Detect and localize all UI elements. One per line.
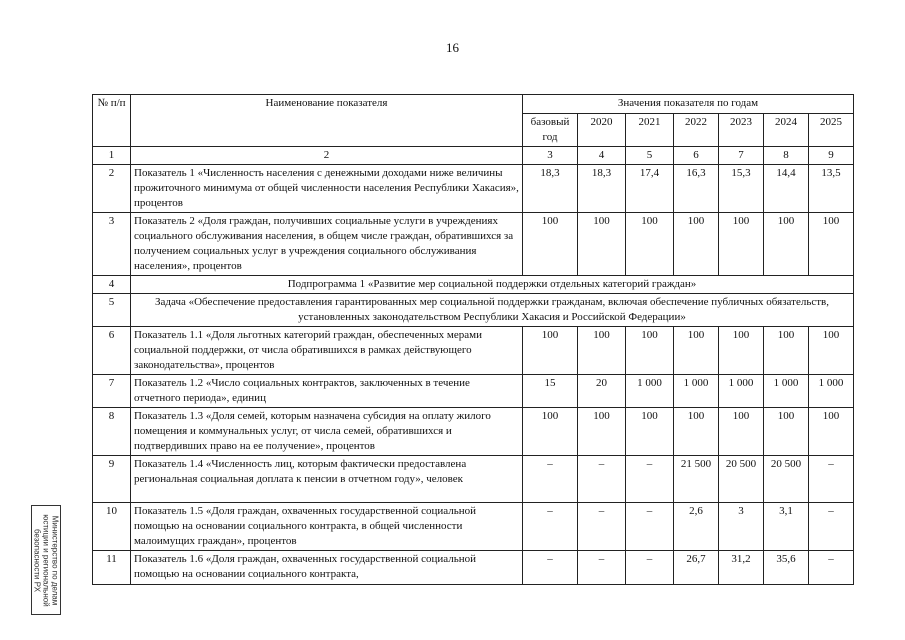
table-row	[93, 551, 854, 585]
indicator-value: –	[578, 503, 626, 551]
indicator-value: 100	[626, 213, 674, 276]
table-row	[93, 294, 854, 327]
indicator-name: Показатель 1 «Численность населения с денежными доходами ниже величины прожиточного минимума от общей численности населения Республики Хакасия», процентов	[131, 165, 523, 213]
indicator-value: 1 000	[626, 375, 674, 408]
indicator-name: Показатель 1.2 «Число социальных контрактов, заключенных в течение отчетного периода», единиц	[131, 375, 523, 408]
table-row	[93, 327, 854, 375]
header-year-2021: 2021	[626, 114, 674, 147]
table-row	[93, 213, 854, 276]
table-row	[93, 276, 854, 294]
indicator-value: –	[523, 456, 578, 503]
row-number: 7	[93, 375, 131, 408]
indicator-value: 14,4	[764, 165, 809, 213]
indicator-value: 2,6	[674, 503, 719, 551]
indicator-name: Показатель 1.4 «Численность лиц, которым фактически предоставлена региональная социальная доплата к пенсии в отчетном году», человек	[131, 456, 523, 503]
indicator-value: 13,5	[809, 165, 854, 213]
indicator-value: –	[626, 503, 674, 551]
indicator-value: 100	[809, 327, 854, 375]
indicator-name: Показатель 1.1 «Доля льготных категорий граждан, обеспеченных мерами социальной поддержки, от числа обратившихся в рамках действующего законодательства», процентов	[131, 327, 523, 375]
stamp-line: безопасности РХ	[32, 528, 42, 592]
column-number: 5	[626, 147, 674, 165]
column-number: 4	[578, 147, 626, 165]
table-row	[93, 456, 854, 503]
column-number: 9	[809, 147, 854, 165]
indicator-value: 15	[523, 375, 578, 408]
indicator-value: 1 000	[764, 375, 809, 408]
indicator-value: 100	[809, 408, 854, 456]
header-row	[93, 95, 854, 114]
indicator-value: 20 500	[764, 456, 809, 503]
indicator-value: 20	[578, 375, 626, 408]
column-number: 2	[131, 147, 523, 165]
indicator-value: 100	[719, 327, 764, 375]
indicator-value: 26,7	[674, 551, 719, 585]
indicator-value: 100	[523, 213, 578, 276]
indicator-value: 18,3	[578, 165, 626, 213]
header-num: № п/п	[93, 95, 131, 147]
indicator-value: 100	[674, 408, 719, 456]
indicator-value: 100	[719, 213, 764, 276]
indicator-value: –	[809, 503, 854, 551]
registration-stamp	[31, 505, 61, 615]
header-year-base: базовый год	[523, 114, 578, 147]
subprogram-title: Подпрограмма 1 «Развитие мер социальной поддержки отдельных категорий граждан»	[131, 276, 854, 294]
indicator-value: –	[578, 456, 626, 503]
indicator-value: –	[626, 551, 674, 585]
indicator-value: 100	[674, 327, 719, 375]
row-number: 11	[93, 551, 131, 585]
indicator-value: 3,1	[764, 503, 809, 551]
indicator-value: 100	[578, 213, 626, 276]
row-number: 9	[93, 456, 131, 503]
table-row	[93, 165, 854, 213]
indicator-value: 100	[626, 408, 674, 456]
row-number: 2	[93, 165, 131, 213]
indicator-name: Показатель 1.5 «Доля граждан, охваченных государственной социальной помощью на основании социального контракта, в общей численности малоимущих граждан», процентов	[131, 503, 523, 551]
header-year-2025: 2025	[809, 114, 854, 147]
indicator-value: 31,2	[719, 551, 764, 585]
indicator-value: 100	[626, 327, 674, 375]
table-row	[93, 375, 854, 408]
column-number: 7	[719, 147, 764, 165]
indicator-value: –	[578, 551, 626, 585]
indicator-name: Показатель 1.3 «Доля семей, которым назначена субсидия на оплату жилого помещения и коммунальных услуг, от числа семей, обратившихся и подтвердивших право на ее получение», процентов	[131, 408, 523, 456]
indicator-value: 15,3	[719, 165, 764, 213]
row-number: 3	[93, 213, 131, 276]
indicator-value: 100	[674, 213, 719, 276]
indicator-value: 100	[523, 327, 578, 375]
column-number: 3	[523, 147, 578, 165]
header-year-2020: 2020	[578, 114, 626, 147]
indicator-value: 100	[809, 213, 854, 276]
indicator-value: –	[809, 551, 854, 585]
row-number: 5	[93, 294, 131, 327]
column-number: 8	[764, 147, 809, 165]
indicator-value: 16,3	[674, 165, 719, 213]
row-number: 10	[93, 503, 131, 551]
header-year-2023: 2023	[719, 114, 764, 147]
indicator-value: 1 000	[809, 375, 854, 408]
indicator-value: 100	[523, 408, 578, 456]
column-numbers-row	[93, 147, 854, 165]
indicator-value: 100	[578, 408, 626, 456]
indicator-value: –	[523, 551, 578, 585]
indicator-value: –	[809, 456, 854, 503]
indicator-value: 20 500	[719, 456, 764, 503]
indicator-value: 100	[578, 327, 626, 375]
indicator-value: 3	[719, 503, 764, 551]
indicator-value: 100	[764, 327, 809, 375]
row-number: 8	[93, 408, 131, 456]
stamp-line: юстиции и региональной	[41, 513, 51, 607]
column-number: 1	[93, 147, 131, 165]
table-row	[93, 408, 854, 456]
header-year-2024: 2024	[764, 114, 809, 147]
stamp-line: Министерство по делам	[50, 515, 60, 605]
indicator-name: Показатель 1.6 «Доля граждан, охваченных государственной социальной помощью на основании социального контракта,	[131, 551, 523, 585]
row-number: 6	[93, 327, 131, 375]
header-values-group: Значения показателя по годам	[523, 95, 854, 114]
task-title: Задача «Обеспечение предоставления гарантированных мер социальной поддержки гражданам, включая обеспечение публичных обязательств, установленных законодательством Республики Хакасия и Российской Федерации»	[131, 294, 854, 327]
column-number: 6	[674, 147, 719, 165]
page-number: 16	[446, 40, 459, 55]
indicator-value: 18,3	[523, 165, 578, 213]
indicator-value: 35,6	[764, 551, 809, 585]
indicator-name: Показатель 2 «Доля граждан, получивших социальные услуги в учреждениях социального обслуживания населения, в общем числе граждан, обратившихся за получением социальных услуг в учреждения социального обслуживания населения», процентов	[131, 213, 523, 276]
indicator-value: 1 000	[674, 375, 719, 408]
row-number: 4	[93, 276, 131, 294]
indicator-value: 100	[719, 408, 764, 456]
indicator-value: –	[626, 456, 674, 503]
indicator-value: 17,4	[626, 165, 674, 213]
indicator-value: 100	[764, 213, 809, 276]
indicators-table	[92, 94, 854, 585]
indicator-value: 100	[764, 408, 809, 456]
header-name: Наименование показателя	[131, 95, 523, 147]
indicator-value: 1 000	[719, 375, 764, 408]
indicator-value: –	[523, 503, 578, 551]
header-year-2022: 2022	[674, 114, 719, 147]
indicator-value: 21 500	[674, 456, 719, 503]
table-row	[93, 503, 854, 551]
